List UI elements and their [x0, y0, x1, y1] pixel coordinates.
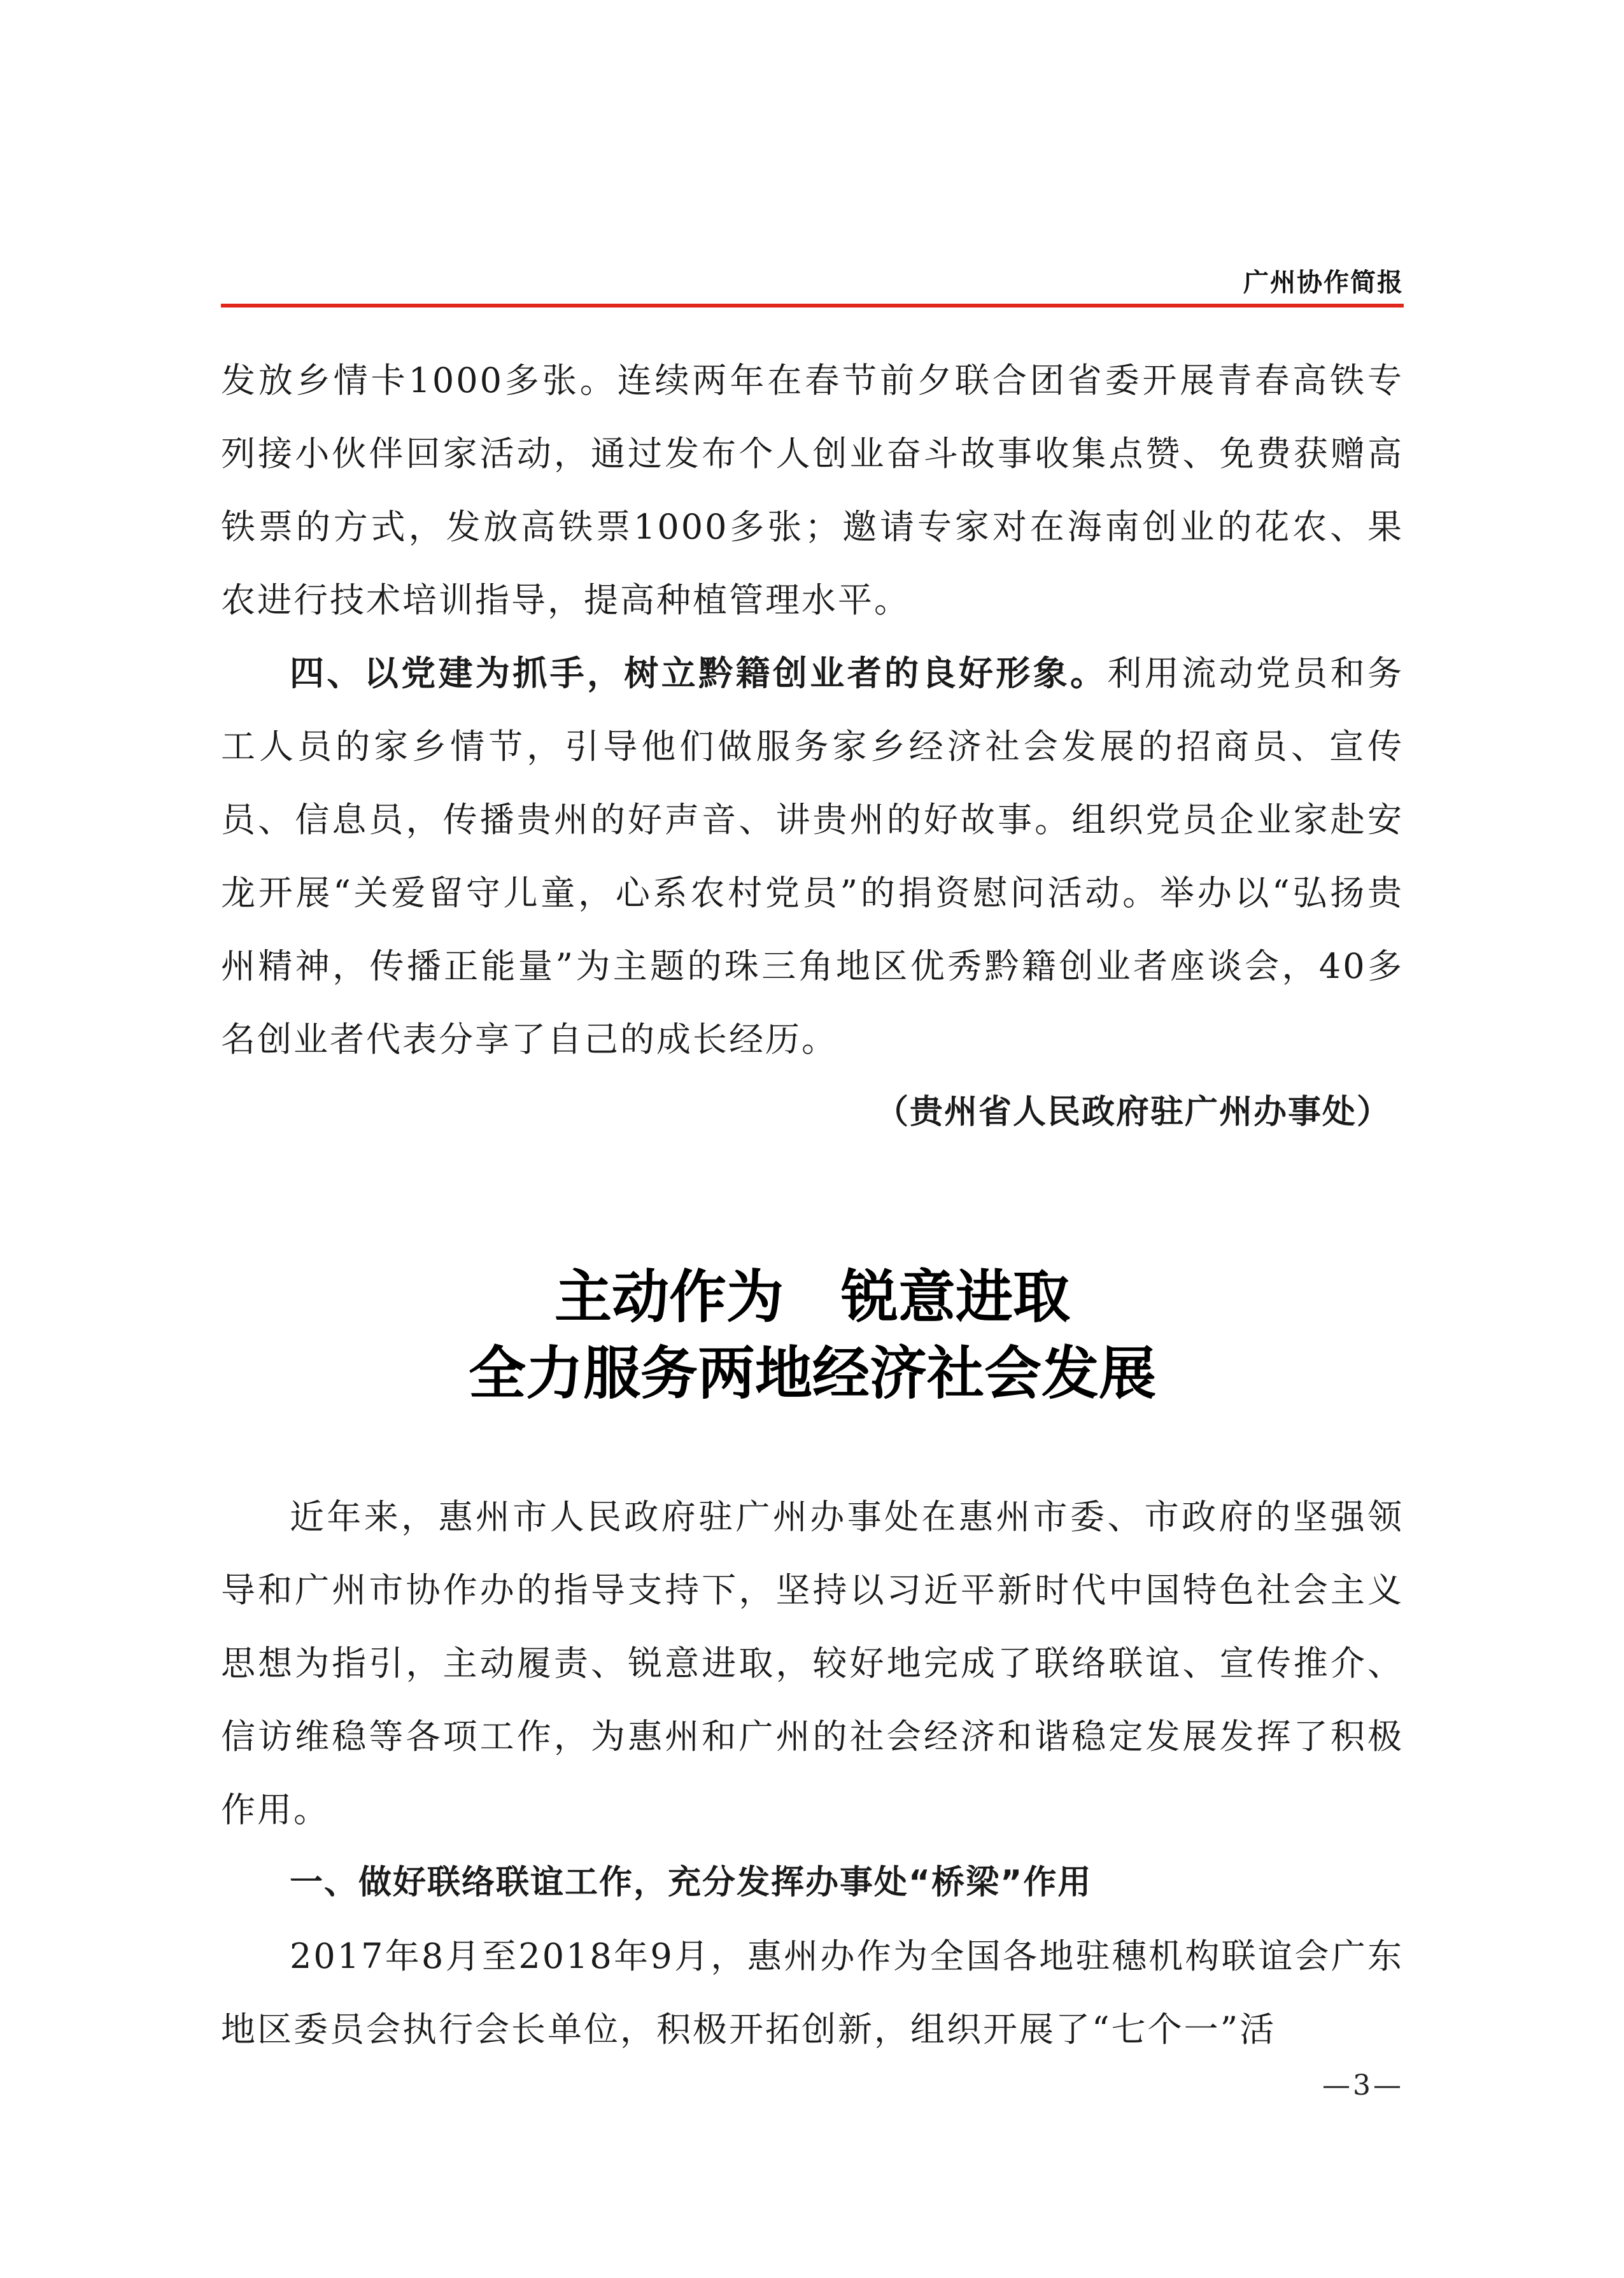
intro-paragraph: 近年来，惠州市人民政府驻广州办事处在惠州市委、市政府的坚强领导和广州市协作办的指导支持下，坚持以习近平新时代中国特色社会主义思想为指引，主动履责、锐意进取，较好地完成了联络联谊、宣传推介、信访维稳等各项工作，为惠州和广州的社会经济和谐稳定发展发挥了积极作用。 — [221, 1497, 1404, 1830]
article-title — [221, 1259, 1404, 1411]
header-divider — [221, 304, 1404, 308]
section-heading-1: 一、做好联络联谊工作，充分发挥办事处“桥梁”作用 — [290, 1864, 1092, 1902]
section-four-lead: 四、以党建为抓手，树立黔籍创业者的良好形象。 — [290, 653, 1108, 693]
article-title-line-2: 全力服务两地经济社会发展 — [469, 1340, 1156, 1407]
section-one-paragraph: 2017年8月至2018年9月，惠州办作为全国各地驻穗机构联谊会广东地区委员会执行会长单位，积极开拓创新，组织开展了“七个一”活 — [221, 1936, 1404, 2049]
page-number: —3— — [1322, 2069, 1404, 2102]
source-attribution: （贵州省人民政府驻广州办事处） — [875, 1093, 1391, 1131]
article-title-line-1: 主动作为 锐意进取 — [554, 1263, 1070, 1331]
section-four-paragraph — [221, 637, 1404, 1076]
page-content — [221, 344, 1404, 2066]
section-four-body: 利用流动党员和务工人员的家乡情节，引导他们做服务家乡经济社会发展的招商员、宣传员、信息员，传播贵州的好声音、讲贵州的好故事。组织党员企业家赴安龙开展“关爱留守儿童，心系农村党员”的捐资慰问活动。举办以“弘扬贵州精神，传播正能量”为主题的珠三角地区优秀黔籍创业者座谈会，40多名创业者代表分享了自己的成长经历。 — [221, 653, 1404, 1059]
continuation-paragraph: 发放乡情卡1000多张。连续两年在春节前夕联合团省委开展青春高铁专列接小伙伴回家活动，通过发布个人创业奋斗故事收集点赞、免费获赠高铁票的方式，发放高铁票1000多张；邀请专家对在海南创业的花农、果农进行技术培训指导，提高种植管理水平。 — [221, 360, 1404, 620]
publication-header: 广州协作简报 — [1243, 268, 1404, 297]
